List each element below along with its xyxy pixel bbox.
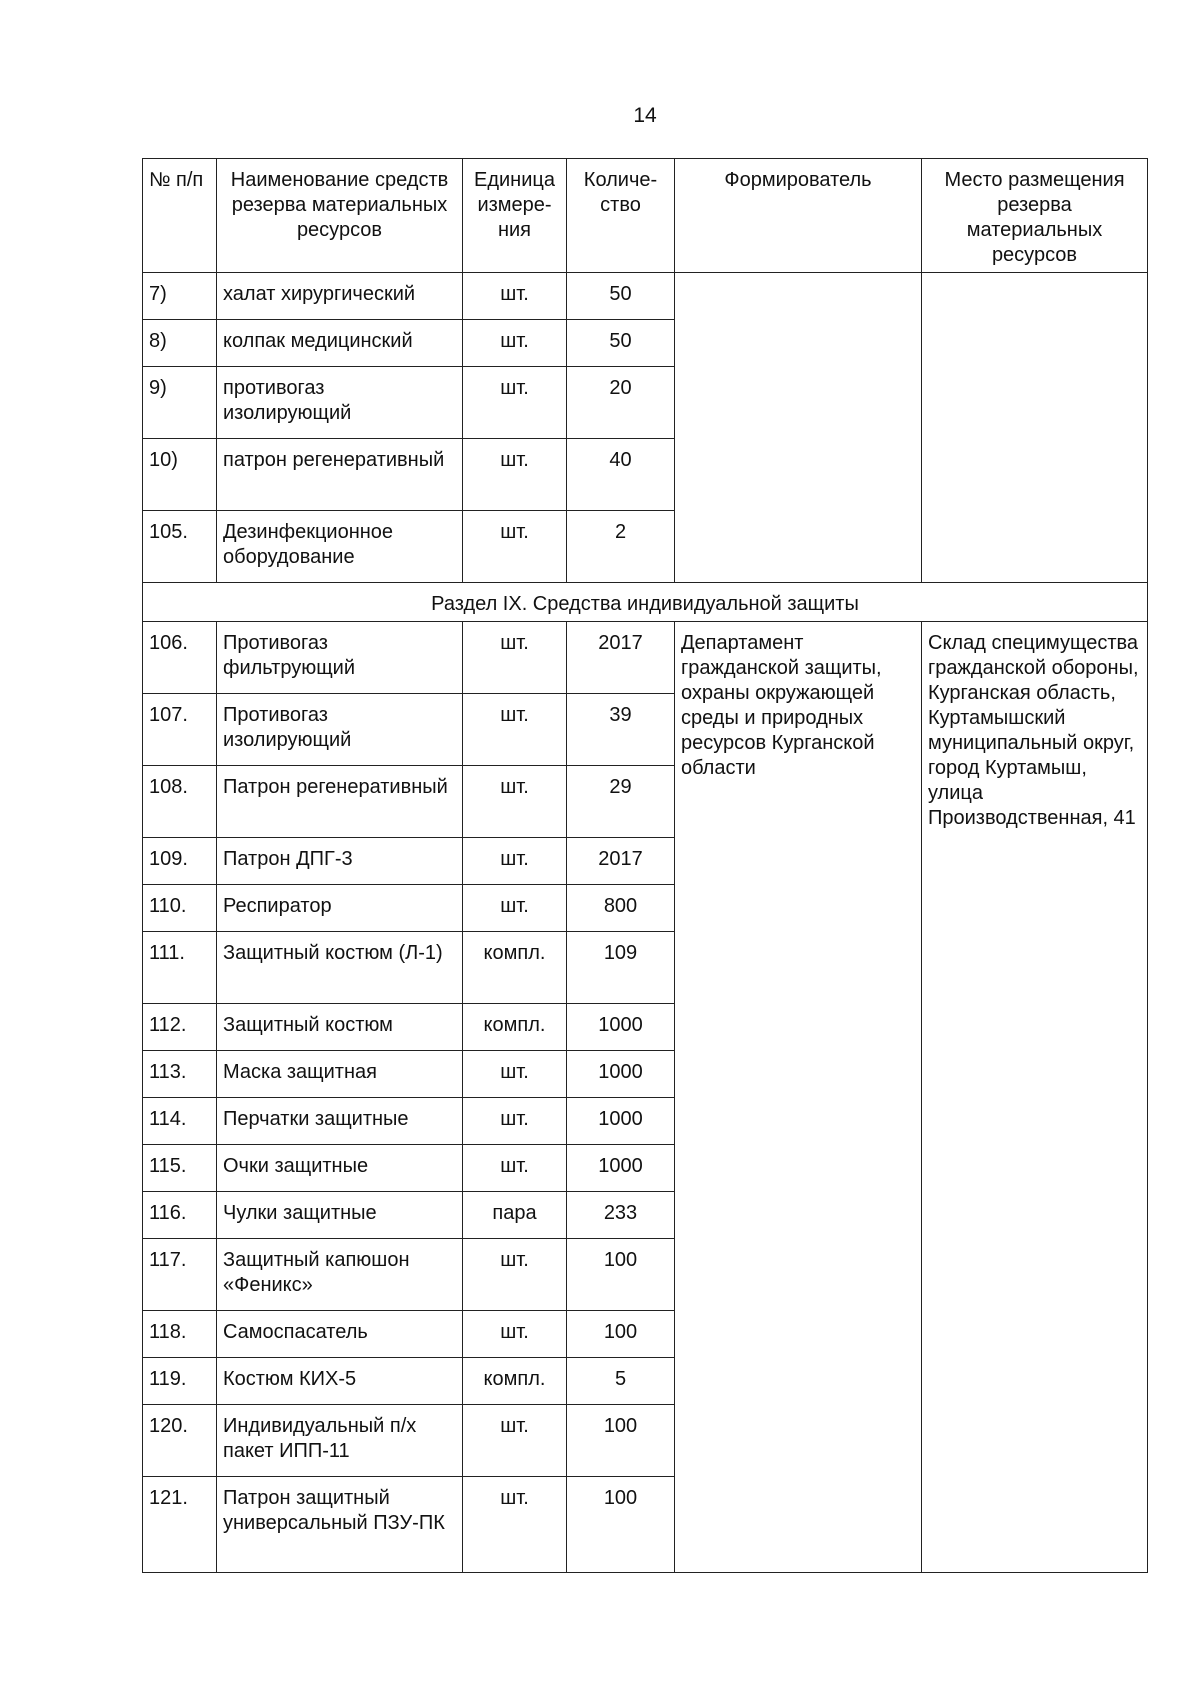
cell-num: 10): [143, 439, 217, 511]
cell-num: 7): [143, 273, 217, 320]
cell-name: Чулки защитные: [217, 1192, 463, 1239]
cell-num: 108.: [143, 766, 217, 838]
header-qty: Количе-ство: [567, 159, 675, 273]
cell-name: Патрон защитный универсальный ПЗУ-ПК: [217, 1477, 463, 1573]
header-unit: Единица измере-ния: [463, 159, 567, 273]
cell-qty: 233: [567, 1192, 675, 1239]
cell-unit: шт.: [463, 1239, 567, 1311]
cell-qty: 100: [567, 1405, 675, 1477]
cell-former: Департамент гражданской защиты, охраны окружающей среды и природных ресурсов Курганской области: [675, 622, 922, 1573]
cell-unit: шт.: [463, 1477, 567, 1573]
cell-unit: шт.: [463, 1311, 567, 1358]
cell-num: 114.: [143, 1098, 217, 1145]
header-location: Место размещения резерва материальных ресурсов: [922, 159, 1148, 273]
cell-location: Склад специмущества гражданской обороны, Курганская область, Куртамышский муниципальный округ, город Куртамыш, улица Производственная, 41: [922, 622, 1148, 1573]
cell-qty: 50: [567, 320, 675, 367]
cell-num: 112.: [143, 1004, 217, 1051]
cell-unit: шт.: [463, 694, 567, 766]
cell-name: патрон регенеративный: [217, 439, 463, 511]
cell-name: Патрон регенеративный: [217, 766, 463, 838]
cell-unit: компл.: [463, 1358, 567, 1405]
cell-qty: 1000: [567, 1145, 675, 1192]
cell-name: Противогаз изолирующий: [217, 694, 463, 766]
cell-unit: шт.: [463, 320, 567, 367]
header-name: Наименование средств резерва материальных ресурсов: [217, 159, 463, 273]
cell-num: 110.: [143, 885, 217, 932]
resources-table: [142, 158, 1148, 1573]
cell-unit: шт.: [463, 1145, 567, 1192]
cell-num: 109.: [143, 838, 217, 885]
cell-num: 8): [143, 320, 217, 367]
cell-qty: 1000: [567, 1051, 675, 1098]
cell-num: 115.: [143, 1145, 217, 1192]
cell-name: Индивидуальный п/х пакет ИПП-11: [217, 1405, 463, 1477]
cell-name: халат хирургический: [217, 273, 463, 320]
cell-num: 117.: [143, 1239, 217, 1311]
cell-location-empty: [922, 273, 1148, 583]
cell-name: Перчатки защитные: [217, 1098, 463, 1145]
cell-qty: 2: [567, 511, 675, 583]
cell-unit: шт.: [463, 838, 567, 885]
cell-num: 118.: [143, 1311, 217, 1358]
cell-unit: шт.: [463, 766, 567, 838]
cell-unit: шт.: [463, 1405, 567, 1477]
cell-qty: 20: [567, 367, 675, 439]
cell-name: Защитный костюм (Л-1): [217, 932, 463, 1004]
cell-name: Противогаз фильтрующий: [217, 622, 463, 694]
cell-name: Самоспасатель: [217, 1311, 463, 1358]
cell-num: 120.: [143, 1405, 217, 1477]
cell-num: 107.: [143, 694, 217, 766]
cell-unit: шт.: [463, 439, 567, 511]
cell-name: Очки защитные: [217, 1145, 463, 1192]
cell-qty: 2017: [567, 622, 675, 694]
cell-name: Защитный костюм: [217, 1004, 463, 1051]
page-number: 14: [633, 104, 657, 127]
header-num: № п/п: [143, 159, 217, 273]
cell-qty: 5: [567, 1358, 675, 1405]
cell-unit: шт.: [463, 622, 567, 694]
cell-num: 119.: [143, 1358, 217, 1405]
cell-num: 111.: [143, 932, 217, 1004]
cell-qty: 50: [567, 273, 675, 320]
cell-num: 116.: [143, 1192, 217, 1239]
cell-num: 113.: [143, 1051, 217, 1098]
cell-unit: компл.: [463, 932, 567, 1004]
cell-name: Маска защитная: [217, 1051, 463, 1098]
cell-unit: шт.: [463, 885, 567, 932]
cell-qty: 800: [567, 885, 675, 932]
cell-name: Защитный капюшон «Феникс»: [217, 1239, 463, 1311]
cell-unit: компл.: [463, 1004, 567, 1051]
table-row: [143, 622, 1148, 694]
cell-qty: 1000: [567, 1004, 675, 1051]
section-title: Раздел IX. Средства индивидуальной защиты: [143, 583, 1148, 622]
cell-former-empty: [675, 273, 922, 583]
cell-unit: шт.: [463, 1098, 567, 1145]
header-former: Формирователь: [675, 159, 922, 273]
cell-name: Костюм КИХ-5: [217, 1358, 463, 1405]
cell-unit: шт.: [463, 511, 567, 583]
cell-unit: шт.: [463, 273, 567, 320]
cell-qty: 2017: [567, 838, 675, 885]
cell-name: Дезинфекционное оборудование: [217, 511, 463, 583]
cell-qty: 100: [567, 1311, 675, 1358]
cell-qty: 40: [567, 439, 675, 511]
table-header-row: [143, 159, 1148, 273]
cell-unit: пара: [463, 1192, 567, 1239]
section-row: [143, 583, 1148, 622]
cell-qty: 39: [567, 694, 675, 766]
cell-unit: шт.: [463, 1051, 567, 1098]
cell-qty: 109: [567, 932, 675, 1004]
cell-num: 105.: [143, 511, 217, 583]
cell-num: 121.: [143, 1477, 217, 1573]
table-row: [143, 273, 1148, 320]
cell-name: колпак медицинский: [217, 320, 463, 367]
cell-name: Респиратор: [217, 885, 463, 932]
cell-qty: 1000: [567, 1098, 675, 1145]
cell-unit: шт.: [463, 367, 567, 439]
cell-qty: 100: [567, 1239, 675, 1311]
cell-name: Патрон ДПГ-3: [217, 838, 463, 885]
cell-num: 106.: [143, 622, 217, 694]
cell-name: противогаз изолирующий: [217, 367, 463, 439]
cell-qty: 100: [567, 1477, 675, 1573]
cell-qty: 29: [567, 766, 675, 838]
cell-num: 9): [143, 367, 217, 439]
